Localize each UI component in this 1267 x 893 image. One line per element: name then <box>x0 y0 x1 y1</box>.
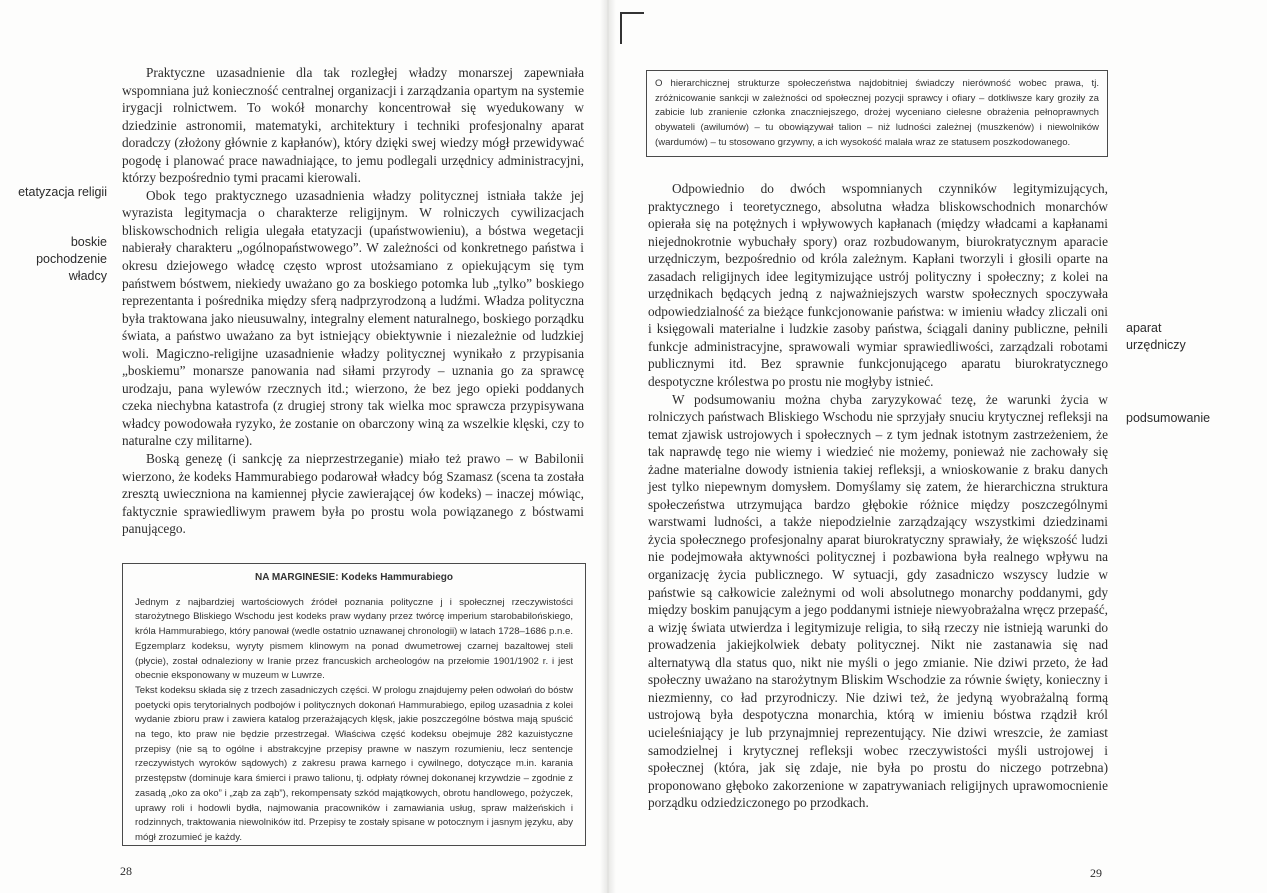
left-body-text <box>122 64 584 538</box>
right-body-text <box>648 180 1108 812</box>
paragraph: Obok tego praktycznego uzasadnienia władzy politycznej istniała także jej wyrazista legitymacja o charakterze religijnym. W rolniczych cywilizacjach bliskowschodnich religia ulegała etatyzacji (upaństwowieniu), a bóstwa wegetacji nabierały charakteru „ogólnopaństwowego”. W zależności od konkretnego państwa i okresu dziejowego władcę często wprost utożsamiano z opiekującym się tym państwem bóstwem, niekiedy uważano go za boskiego potomka lub „tylko” boskiego reprezentanta i pośrednika między sferą nadprzyrodzoną a ludźmi. Władza polityczna była traktowana jako nieusuwalny, integralny element naturalnego, boskiego porządku świata, a państwo uważano za byt istniejący obiektywnie i niezależnie od ludzkiej woli. Magiczno-religijne uzasadnienie władzy politycznej wynikało z przypisania „boskiemu” monarsze panowania nad siłami przyrody – uznania go za sprawcę urodzaju, pana wylewów rzecznych itd.; wierzono, że bez jego opieki poddanych czeka niechybna katastrofa (z drugiej strony tak wielka moc sprawcza przypisywana władcy powodowała ryzyko, że zostanie on obarczony winą za wszelkie klęski, czy to naturalne czy militarne). <box>122 187 584 449</box>
paragraph: Boską genezę (i sankcję za nieprzestrzeganie) miało też prawo – w Babilonii wierzono, że kodeks Hammurabiego podarował władcy bóg Szamasz (scena ta została zresztą uwieczniona na kamiennej płycie zawierającej ów kodeks) – inaczej mówiąc, faktycznie sprawiedliwym prawem była po prostu wola powiązanego z bóstwami panującego. <box>122 451 584 537</box>
margin-note-line: boskie <box>70 235 107 249</box>
paragraph: Odpowiednio do dwóch wspomnianych czynników legitymizujących, praktycznego i teoretycznego, absolutna władza bliskowschodnich monarchów opierała się na potężnych i wpływowych kapłanach (między władcami a kapłanami niejednokrotnie wybuchały spory) oraz rozbudowanym, biurokratycznym aparacie urzędniczym, bezpośrednio od króla zależnym. Kapłani tworzyli i głosili oparte na zasadach religijnych idee legitymizujące ustrój polityczny i społeczny; z kolei na urzędnikach będących jedną z najważniejszych warstw społecznych spoczywała odpowiedzialność za bieżące funkcjonowanie państwa: w imieniu władcy zliczali oni i księgowali materialne i ludzkie zasoby państwa, ściągali daniny publiczne, pełnili funkcje administracyjne, sprawowali wymiar sprawiedliwości, zarządzali robotami publicznymi itd. Bez sprawnie funkcjonującego aparatu biurokratycznego despotyczne królestwa po prostu nie mogłyby istnieć. <box>648 181 1108 390</box>
page-number-left: 28 <box>120 864 132 878</box>
box-paragraph: Tekst kodeksu składa się z trzech zasadniczych części. W prologu znajdujemy pełen odwołań do bóstw poetycki opis terytorialnych podbojów i politycznych dokonań Hammurabiego, epilog uzasadnia z kolei wydanie zbioru praw i zawiera katalog przerażających klęsk, jakie poszczególne bóstwa mają spuścić na tego, kto praw nie będzie przestrzegał. Właściwa część kodeksu obejmuje 282 kazuistyczne przepisy (nie są to ogólne i abstrakcyjne przepisy prawne w naszym rozumieniu, lecz sentencje rzeczywistych wyroków sądowych) z zakresu prawa karnego i cywilnego, dotyczące m.in. karania przestępstw (dominuje kara śmierci i prawo talionu, tj. odpłaty równej dokonanej krzywdzie – zgodnie z zasadą „oko za oko” i „ząb za ząb”), rekompensaty szkód majątkowych, obrotu handlowego, pożyczek, uprawy roli i hodowli bydła, najmowania pracowników i zamawiania usług, spraw małżeńskich i rodzinnych, traktowania niewolników itd. Przepisy te zostały spisane w potocznym i jasnym języku, aby mógł zrozumieć je każdy. <box>135 684 573 843</box>
box-paragraph: Jednym z najbardziej wartościowych źródeł poznania polityczne j i społecznej rzeczywistości starożytnego Bliskiego Wschodu jest kodeks praw wydany przez twórcę imperium starobabilońskiego, króla Hammurabiego, który panował (wedle ostatnio uznawanej chronologii) w latach 1728–1686 p.n.e. Egzemplarz kodeksu, wyryty pismem klinowym na ponad dwumetrowej czarnej bazaltowej steli (płycie), został odnaleziony w Iranie przez francuskich archeologów na przełomie 1901/1902 r. i jest obecnie eksponowany w muzeum w Luwrze. <box>135 596 573 682</box>
page-number-right: 29 <box>1090 866 1102 880</box>
margin-note-line: aparat <box>1126 321 1162 335</box>
margin-note-boskie-pochodzenie <box>36 234 107 285</box>
margin-note-etatyzacja: etatyzacja religii <box>18 185 107 199</box>
paragraph: W podsumowaniu można chyba zaryzykować tezę, że warunki życia w rolniczych państwach Bliskiego Wschodu nie sprzyjały snuciu krytycznej refleksji na temat zjawisk ustrojowych i społecznych – z tym jednak istotnym zastrzeżeniem, że tak naprawdę tego nie wiemy i wiedzieć nie możemy, ponieważ nie zachowały się żadne materialne dowody istnienia takiej refleksji, a wnioskowanie z braku danych jest tylko niepewnym domysłem. Domyślamy się zatem, że hierarchiczna struktura społeczeństwa utrzymująca bardzo głębokie różnice między poszczególnymi warstwami ludności, a także niepodzielnie zarządzający wszystkimi dziedzinami życia społecznego profesjonalny aparat biurokratyczny sprawiały, że większość ludzi nie podejmowała aktywności politycznej i pozbawiona była realnego wpływu na organizację życia publicznego. W sytuacji, gdy zasadniczo wszyscy ludzie w państwie są całkowicie zależnymi od woli absolutnego monarchy poddanymi, gdy między boskim panującym a jego poddanymi istnieje niewyobrażalna wręcz przepaść, a wizję świata utwierdza i legitymizuje religia, to siłą rzeczy nie istnieją warunki do prowadzenia jakiejkolwiek debaty politycznej. Nikt nie zastanawia się nad alternatywą dla status quo, nikt nie myśli o jego zmianie. Nie dziwi przeto, że ład społeczny uważano na starożytnym Bliskim Wschodzie za równie święty, konieczny i niezmienny, co ład przyrodniczy. Nie dziwi też, że jedyną wyobrażalną formą ustrojową była despotyczna monarchia, którą w imieniu bóstwa rządził król ucieleśniający je lub przynajmniej reprezentujący. Nie dziwi wreszcie, że zamiast samodzielnej i krytycznej refleksji wobec rzeczywistości myśli ustrojowej i społecznej (która, jak się zdaje, nie była po prostu do niczego potrzebna) proponowano głęboko zakorzenione w zapatrywaniach religijnych uprawomocnienie porządku odziedziczonego po przodkach. <box>648 391 1108 811</box>
corner-mark <box>620 12 644 44</box>
paragraph: Praktyczne uzasadnienie dla tak rozległej władzy monarszej zapewniała wspomniana już konieczność centralnej organizacji i zarządzania opartym na systemie irygacji rolnictwem. To wokół monarchy koncentrował się wyedukowany w dziedzinie astronomii, matematyki, architektury i techniki profesjonalny aparat doradczy (złożony głównie z kapłanów), który dzięki swej wiedzy mógł przewidywać pogodę i planować prace nawadniające, to jemu podlegali urzędnicy administracyjni, którzy bezpośrednio tymi pracami kierowali. <box>122 65 584 186</box>
box-title: NA MARGINESIE: Kodeks Hammurabiego <box>255 572 453 583</box>
margin-note-line: władcy <box>68 269 107 283</box>
book-gutter <box>600 0 616 893</box>
note-box-hierarchy <box>646 70 1108 157</box>
margin-note-line: pochodzenie <box>36 252 107 266</box>
box-paragraph: O hierarchicznej strukturze społeczeństwa najdobitniej świadczy nierówność wobec prawa, tj. zróżnicowanie sankcji w zależności od społecznej pozycji sprawcy i ofiary – dotkliwsze kary groziły za zabicie lub zranienie członka znaczniejszego, drożej wyceniano cielesne obrażenia pełnoprawnych obywateli (awilumów) – tu obowiązywał talion – niż ludności zależnej (muszkenów) i niewolników (wardumów) – tu stosowano grzywny, a ich wysokość malała wraz ze statusem poszkodowanego. <box>655 78 1099 148</box>
margin-note-aparat <box>1126 320 1186 354</box>
margin-note-podsumowanie: podsumowanie <box>1126 411 1211 425</box>
sidebar-box-hammurabi <box>122 563 586 846</box>
margin-note-line: urzędniczy <box>1126 338 1186 352</box>
